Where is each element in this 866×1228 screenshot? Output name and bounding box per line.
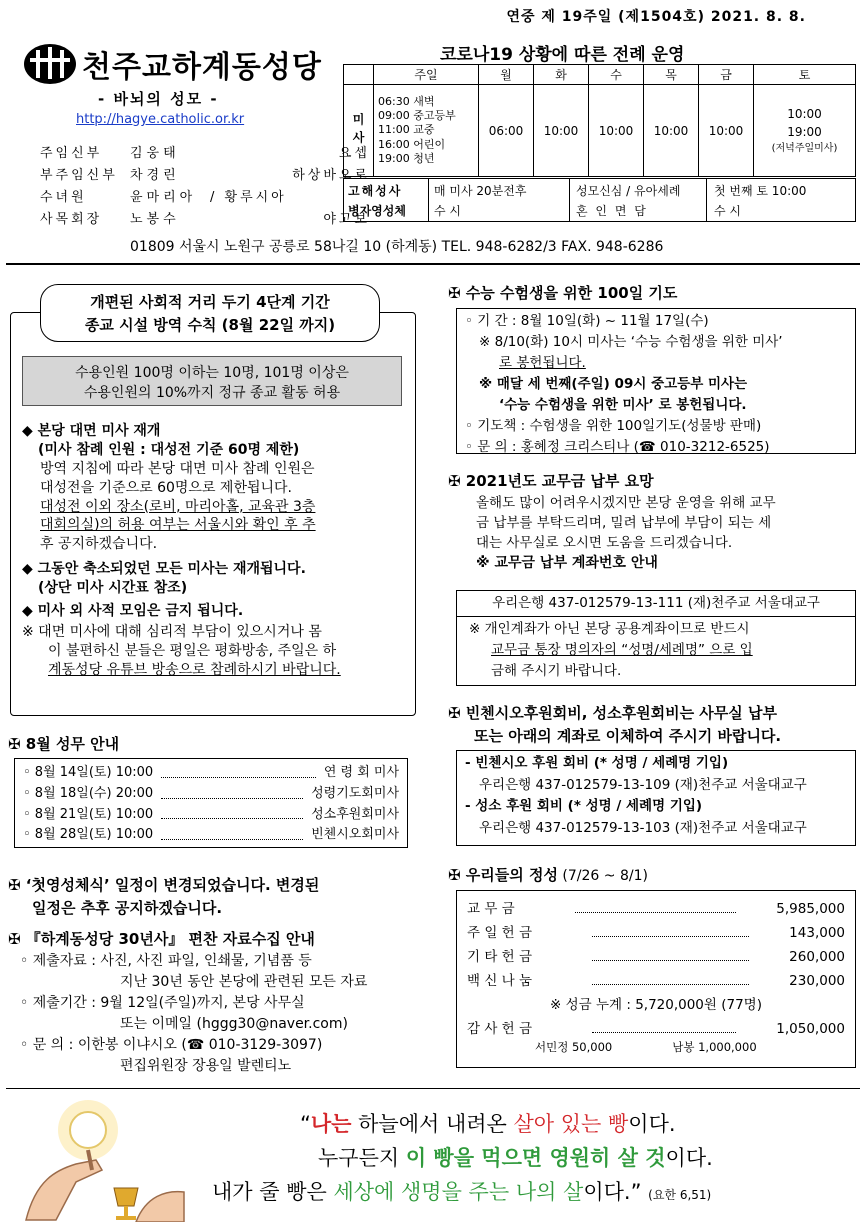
weekday-time: 10:00 xyxy=(534,85,589,177)
parish-logo xyxy=(22,42,322,86)
table-row: 감 사 헌 금 1,050,000 xyxy=(467,1017,845,1041)
august-box xyxy=(14,758,408,848)
day-header: 토 xyxy=(754,65,856,85)
staff-row: 수녀원 윤마리아 / 황루시아 xyxy=(40,190,287,205)
list-item: ◦ 8월 21일(토) 10:00 성소후원회미사 xyxy=(23,806,399,822)
mass-schedule-table xyxy=(343,64,856,177)
list-item: ◦ 8월 18일(수) 20:00 성령기도회미사 xyxy=(23,785,399,801)
scripture-line-3: 내가 줄 빵은 세상에 생명을 주는 나의 살이다.” (요한 6,51) xyxy=(212,1180,712,1204)
website-link[interactable]: http://hagye.catholic.or.kr xyxy=(76,112,245,127)
day-header: 주일 xyxy=(374,65,479,85)
exam-box: ◦ 기 간 : 8월 10일(화) ~ 11월 17일(수) ※ 8/10(화) 10시 미사는 ‘수능 수험생을 위한 미사’ 로 봉헌됩니다. ※ 매달 세 번째(주일) 09시 중고등부 미사는 ‘수능 수험생을 위한 미사’ 로 봉헌됩니다. ◦ 기도책 : 수험생을 위한 100일기도(성물방 판매) ◦ 문 의 : 홍혜정 크리스티나 (☎ 010-3212-6525) xyxy=(456,308,856,454)
scripture-line-1: “나는 하늘에서 내려온 살아 있는 빵이다. xyxy=(300,1112,676,1136)
day-header: 목 xyxy=(644,65,699,85)
issue-line: 연중 제 19주일 (제1504호) 2021. 8. 8. xyxy=(506,9,806,25)
day-header: 월 xyxy=(479,65,534,85)
covid-title-box: 개편된 사회적 거리 두기 4단계 기간 종교 시설 방역 수칙 (8월 22일 까지) xyxy=(40,284,380,342)
saturday-times: 10:00 19:00 (저녁주일미사) xyxy=(754,85,856,177)
mass-label: 미사 xyxy=(344,85,374,177)
covid-rules: ◆ 본당 대면 미사 재개 (미사 참례 인원 : 대성전 기준 60명 제한) 방역 지침에 따라 본당 대면 미사 참례 인원은 대성전을 기준으로 60명으로 제한됩니다. 대성전 이외 장소(로비, 마리아홀, 교육관 3층 대회의실)의 허용 여부는 서울시와 확인 후 추 후 공지하겠습니다. ◆ 그동안 축소되었던 모든 미사는 재개됩니다. (상단 미사 시간표 참조) ◆ 미사 외 사적 모임은 금지 됩니다. ※ 대면 미사에 대해 심리적 부담이 있으시거나 몸 이 불편하신 분들은 평일은 평화방송, 주일은 하 계동성당 유튜브 방송으로 참례하시기 바랍니다. xyxy=(22,423,341,678)
eucharist-illustration xyxy=(6,1100,186,1222)
cross-logo-icon xyxy=(22,42,78,86)
staff-row: 부주임신부 차경린 하상바오로 xyxy=(40,168,370,183)
bullet-icon: ◆ xyxy=(22,603,38,620)
day-header: 금 xyxy=(699,65,754,85)
table-row: 교 무 금 5,985,000 xyxy=(467,897,845,921)
bullet-icon: ◆ xyxy=(22,423,38,439)
sunday-times: 06:30 새벽 09:00 중고등부 11:00 교중 16:00 어린이 19:00 청년 xyxy=(374,85,479,177)
cross-bullet-icon: ✠ xyxy=(8,735,26,753)
parish-title: 천주교하계동성당 xyxy=(82,50,322,85)
staff-row: 사목회장 노봉수 야고보 xyxy=(40,212,370,227)
capacity-notice: 수용인원 100명 이하는 10명, 101명 이상은 수용인원의 10%까지 정규 종교 활동 허용 xyxy=(22,356,402,406)
table-row: 주 일 헌 금 143,000 xyxy=(467,921,845,945)
cross-bullet-icon: ✠ xyxy=(448,704,466,722)
table-row: 백 신 나 눔 230,000 xyxy=(467,969,845,993)
list-item: ◦ 8월 14일(토) 10:00 연 령 회 미사 xyxy=(23,765,399,780)
cross-bullet-icon: ✠ xyxy=(448,472,466,490)
support-section: ✠ 빈첸시오후원회비, 성소후원회비는 사무실 납부 또는 아래의 계좌로 이체하여 주시기 바랍니다. xyxy=(448,704,782,746)
parish-subtitle: - 바뇌의 성모 - xyxy=(98,90,219,108)
offering-box: 교 무 금 5,985,000 주 일 헌 금 143,000 기 타 헌 금 260,000 백 신 나 눔 230,000 ※ 성금 누계 : 5,720,000원 (77명) 감 사 헌 금 1,050,000 서민정 50,000 남봉 1,000,000 xyxy=(456,890,856,1068)
weekday-time: 10:00 xyxy=(644,85,699,177)
staff-row: 주임신부 김웅태 요셉 xyxy=(40,146,370,161)
dues-account-box: 우리은행 437-012579-13-111 (재)천주교 서울대교구 ※ 개인계좌가 아닌 본당 공용계좌이므로 반드시 교무금 통장 명의자의 “성명/세례명” 으로 입 금해 주시기 바랍니다. xyxy=(456,590,856,686)
host-and-chalice-icon xyxy=(6,1100,186,1222)
day-header: 수 xyxy=(589,65,644,85)
cross-bullet-icon: ✠ xyxy=(8,876,26,894)
support-box: - 빈첸시오 후원 회비 (* 성명 / 세례명 기입) 우리은행 437-012579-13-109 (재)천주교 서울대교구 - 성소 후원 회비 (* 성명 / 세례명 기입) 우리은행 437-012579-13-103 (재)천주교 서울대교구 xyxy=(456,750,856,846)
list-item: ◦ 8월 28일(토) 10:00 빈첸시오회미사 xyxy=(23,827,399,843)
exam-prayer-section: ✠ 수능 수험생을 위한 100일 기도 xyxy=(448,284,678,302)
schedule-title: 코로나19 상황에 따른 전례 운영 xyxy=(440,45,685,65)
staff-list xyxy=(40,142,370,230)
weekday-time: 10:00 xyxy=(589,85,644,177)
cross-bullet-icon: ✠ xyxy=(448,866,466,884)
address-line: 01809 서울시 노원구 공릉로 58나길 10 (하계동) TEL. 948-6282/3 FAX. 948-6286 xyxy=(130,239,664,255)
sacrament-box: 고해성사 병자영성체 매 미사 20분전후 수 시 성모신심 / 유아세례 혼 인 면 담 첫 번째 토 10:00 수 시 xyxy=(343,178,856,222)
weekday-time: 06:00 xyxy=(479,85,534,177)
weekday-time: 10:00 xyxy=(699,85,754,177)
footer-divider xyxy=(6,1088,860,1089)
cross-bullet-icon: ✠ xyxy=(8,930,26,948)
day-header: 화 xyxy=(534,65,589,85)
scripture-line-2: 누구든지 이 빵을 먹으면 영원히 살 것이다. xyxy=(318,1146,713,1170)
history-section: ✠ 『하계동성당 30년사』 편찬 자료수집 안내 ◦ 제출자료 : 사진, 사진 파일, 인쇄물, 기념품 등 지난 30년 동안 본당에 관련된 모든 자료 ◦ 제출기간 : 9월 12일(주일)까지, 본당 사무실 또는 이메일 (hggg30@naver.com) ◦ 문 의 : 이한봉 이냐시오 (☎ 010-3129-3097) 편집위원장 장용일 발렌티노 xyxy=(8,930,368,1074)
august-heading: ✠ 8월 성무 안내 xyxy=(8,735,120,753)
table-row: 기 타 헌 금 260,000 xyxy=(467,945,845,969)
offering-heading: ✠ 우리들의 정성 (7/26 ~ 8/1) xyxy=(448,866,648,884)
communion-notice: ✠ ‘첫영성체식’ 일정이 변경되었습니다. 변경된 일정은 추후 공지하겠습니다. xyxy=(8,876,320,918)
dues-section: ✠ 2021년도 교무금 납부 요망 올해도 많이 어려우시겠지만 본당 운영을 위해 교무 금 납부를 부탁드리며, 밀려 납부에 부담이 되는 세 대는 사무실로 오시면 도움을 드리겠습니다. ※ 교무금 납부 계좌번호 안내 xyxy=(448,472,776,572)
header-divider xyxy=(6,263,860,265)
bullet-icon: ◆ xyxy=(22,561,38,578)
cross-bullet-icon: ✠ xyxy=(448,284,466,302)
